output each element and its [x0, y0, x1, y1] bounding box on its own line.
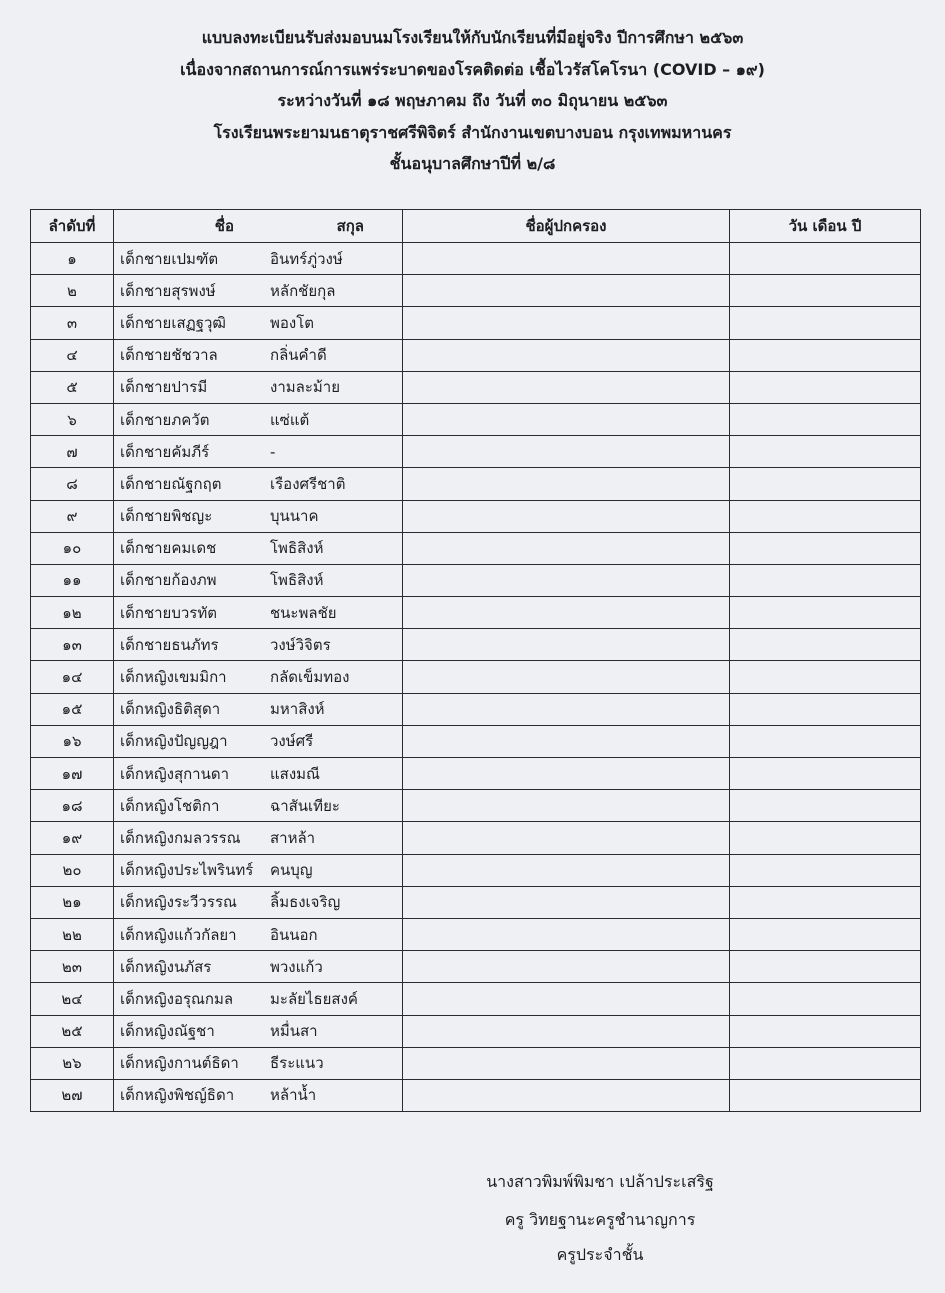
row-number: ๒๒: [31, 918, 114, 950]
row-number: ๒๑: [31, 886, 114, 918]
student-name-cell: [114, 1015, 403, 1047]
student-name-cell: [114, 725, 403, 757]
student-name-cell: [114, 468, 403, 500]
guardian-signature-cell[interactable]: [403, 436, 730, 468]
student-name-cell: [114, 693, 403, 725]
student-first-name: เด็กชายภควัต: [120, 410, 210, 429]
date-cell[interactable]: [730, 564, 921, 596]
student-surname: อินทร์ภู่วงษ์: [270, 249, 343, 268]
student-first-name: เด็กหญิงกมลวรรณ: [120, 828, 241, 847]
row-number: ๔: [31, 339, 114, 371]
guardian-signature-cell[interactable]: [403, 371, 730, 403]
student-surname: แสงมณี: [270, 764, 320, 783]
row-number: ๖: [31, 403, 114, 435]
table-row: [31, 275, 921, 307]
guardian-signature-cell[interactable]: [403, 564, 730, 596]
student-name-cell: [114, 790, 403, 822]
table-row: [31, 1079, 921, 1111]
row-number: ๙: [31, 500, 114, 532]
row-number: ๑๒: [31, 597, 114, 629]
student-surname: กลัดเข็มทอง: [270, 668, 350, 687]
registration-table: [30, 209, 921, 1112]
table-row: [31, 951, 921, 983]
guardian-signature-cell[interactable]: [403, 597, 730, 629]
title-line-1: แบบลงทะเบียนรับส่งมอบนมโรงเรียนให้กับนักเรียนที่มีอยู่จริง ปีการศึกษา ๒๕๖๓: [201, 28, 744, 47]
student-first-name: เด็กชายเสฏฐวุฒิ: [120, 313, 226, 332]
row-number: ๑๕: [31, 693, 114, 725]
student-first-name: เด็กหญิงนภัสร: [120, 957, 212, 976]
student-first-name: เด็กหญิงระวีวรรณ: [120, 893, 237, 912]
student-first-name: เด็กหญิงอรุณกมล: [120, 989, 234, 1008]
date-cell[interactable]: [730, 243, 921, 275]
student-name-cell: [114, 500, 403, 532]
date-cell[interactable]: [730, 1079, 921, 1111]
row-number: ๕: [31, 371, 114, 403]
row-number: ๒๕: [31, 1015, 114, 1047]
student-first-name: เด็กหญิงแก้วกัลยา: [120, 925, 237, 944]
student-first-name: เด็กหญิงธิติสุดา: [120, 700, 221, 719]
guardian-signature-cell[interactable]: [403, 693, 730, 725]
student-first-name: เด็กหญิงณัฐชา: [120, 1022, 215, 1041]
student-first-name: เด็กหญิงพิชญ์ธิดา: [120, 1086, 235, 1105]
date-cell[interactable]: [730, 436, 921, 468]
guardian-signature-cell[interactable]: [403, 1047, 730, 1079]
student-surname: หล้าน้ำ: [270, 1086, 317, 1105]
student-surname: พวงแก้ว: [270, 957, 323, 976]
date-cell[interactable]: [730, 339, 921, 371]
guardian-signature-cell[interactable]: [403, 886, 730, 918]
student-first-name: เด็กชายปารมี: [120, 378, 208, 397]
table-row: [31, 1015, 921, 1047]
header-first-name: ชื่อ: [214, 217, 234, 235]
student-surname: โพธิสิงห์: [270, 539, 324, 558]
table-row: [31, 597, 921, 629]
student-first-name: เด็กหญิงโชติกา: [120, 796, 220, 815]
student-name-cell: [114, 339, 403, 371]
guardian-signature-cell[interactable]: [403, 275, 730, 307]
date-cell[interactable]: [730, 1047, 921, 1079]
row-number: ๑: [31, 243, 114, 275]
guardian-signature-cell[interactable]: [403, 790, 730, 822]
header-date: วัน เดือน ปี: [730, 210, 921, 243]
student-surname: เรืองศรีชาติ: [270, 474, 346, 493]
student-name-cell: [114, 243, 403, 275]
table-row: [31, 693, 921, 725]
table-row: [31, 854, 921, 886]
student-name-cell: [114, 532, 403, 564]
row-number: ๑๘: [31, 790, 114, 822]
table-row: [31, 661, 921, 693]
student-first-name: เด็กชายชัชวาล: [120, 346, 218, 365]
student-name-cell: [114, 951, 403, 983]
student-name-cell: [114, 403, 403, 435]
student-surname: -: [270, 442, 276, 461]
student-first-name: เด็กชายธนภัทร: [120, 635, 219, 654]
student-first-name: เด็กหญิงเขมมิกา: [120, 668, 227, 687]
guardian-signature-cell[interactable]: [403, 951, 730, 983]
table-row: [31, 822, 921, 854]
row-number: ๑๓: [31, 629, 114, 661]
table-row: [31, 500, 921, 532]
student-surname: หมื่นสา: [270, 1022, 318, 1041]
row-number: ๒๓: [31, 951, 114, 983]
row-number: ๑๗: [31, 758, 114, 790]
guardian-signature-cell[interactable]: [403, 822, 730, 854]
student-surname: บุนนาค: [270, 507, 319, 526]
student-name-cell: [114, 854, 403, 886]
table-row: [31, 790, 921, 822]
table-row: [31, 564, 921, 596]
student-surname: แซ่แต้: [270, 410, 310, 429]
row-number: ๓: [31, 307, 114, 339]
guardian-signature-cell[interactable]: [403, 243, 730, 275]
date-cell[interactable]: [730, 790, 921, 822]
student-surname: ฉาสันเทียะ: [270, 796, 340, 815]
student-surname: วงษ์ศรี: [270, 732, 314, 751]
signature-name: นางสาวพิมพ์พิมชา เปล้าประเสริฐ: [486, 1172, 714, 1191]
title-line-3: ระหว่างวันที่ ๑๘ พฤษภาคม ถึง วันที่ ๓๐ มิถุนายน ๒๕๖๓: [277, 91, 668, 110]
guardian-signature-cell[interactable]: [403, 532, 730, 564]
student-surname: สาหล้า: [270, 828, 316, 847]
date-cell[interactable]: [730, 758, 921, 790]
date-cell[interactable]: [730, 597, 921, 629]
student-first-name: เด็กชายก้องภพ: [120, 571, 217, 590]
date-cell[interactable]: [730, 854, 921, 886]
row-number: ๗: [31, 436, 114, 468]
table-row: [31, 468, 921, 500]
guardian-signature-cell[interactable]: [403, 403, 730, 435]
student-name-cell: [114, 371, 403, 403]
guardian-signature-cell[interactable]: [403, 1079, 730, 1111]
table-header-row: [31, 210, 921, 243]
row-number: ๒๗: [31, 1079, 114, 1111]
student-surname: กลิ่นคำดี: [270, 346, 327, 365]
student-first-name: เด็กหญิงประไพรินทร์: [120, 861, 254, 880]
date-cell[interactable]: [730, 886, 921, 918]
table-row: [31, 886, 921, 918]
table-row: [31, 758, 921, 790]
student-surname: โพธิสิงห์: [270, 571, 324, 590]
student-name-cell: [114, 307, 403, 339]
date-cell[interactable]: [730, 951, 921, 983]
student-name-cell: [114, 661, 403, 693]
row-number: ๒๔: [31, 983, 114, 1015]
guardian-signature-cell[interactable]: [403, 339, 730, 371]
student-surname: วงษ์วิจิตร: [270, 635, 331, 654]
table-row: [31, 983, 921, 1015]
date-cell[interactable]: [730, 532, 921, 564]
student-first-name: เด็กหญิงกานต์ธิดา: [120, 1054, 239, 1073]
title-line-4: โรงเรียนพระยามนธาตุราชศรีพิจิตร์ สำนักงานเขตบางบอน กรุงเทพมหานคร: [213, 122, 732, 142]
student-surname: คนบุญ: [270, 861, 313, 880]
student-first-name: เด็กชายสุรพงษ์: [120, 281, 216, 300]
date-cell[interactable]: [730, 822, 921, 854]
row-number: ๑๖: [31, 725, 114, 757]
row-number: ๑๐: [31, 532, 114, 564]
row-number: ๒๐: [31, 854, 114, 886]
student-first-name: เด็กหญิงสุกานดา: [120, 764, 230, 783]
date-cell[interactable]: [730, 1015, 921, 1047]
header-name: [114, 210, 403, 243]
student-name-cell: [114, 275, 403, 307]
header-no: ลำดับที่: [31, 210, 114, 243]
table-row: [31, 403, 921, 435]
guardian-signature-cell[interactable]: [403, 1015, 730, 1047]
student-first-name: เด็กชายคมเดช: [120, 539, 217, 558]
student-first-name: เด็กชายคัมภีร์: [120, 442, 210, 461]
table-row: [31, 371, 921, 403]
student-surname: อินนอก: [270, 925, 318, 944]
student-first-name: เด็กชายบวรทัต: [120, 603, 217, 622]
date-cell[interactable]: [730, 500, 921, 532]
guardian-signature-cell[interactable]: [403, 661, 730, 693]
student-first-name: เด็กชายเปมฑัต: [120, 249, 219, 268]
date-cell[interactable]: [730, 307, 921, 339]
table-row: [31, 307, 921, 339]
table-row: [31, 629, 921, 661]
date-cell[interactable]: [730, 403, 921, 435]
title-line-2: เนื่องจากสถานการณ์การแพร่ระบาดของโรคติดต่อ เชื้อไวรัสโคโรนา (COVID – ๑๙): [180, 59, 765, 79]
student-name-cell: [114, 564, 403, 596]
student-name-cell: [114, 822, 403, 854]
guardian-signature-cell[interactable]: [403, 307, 730, 339]
table-row: [31, 436, 921, 468]
date-cell[interactable]: [730, 371, 921, 403]
student-surname: มหาสิงห์: [270, 700, 325, 719]
student-name-cell: [114, 436, 403, 468]
title-line-5: ชั้นอนุบาลศึกษาปีที่ ๒/๘: [389, 154, 556, 173]
row-number: ๑๑: [31, 564, 114, 596]
date-cell[interactable]: [730, 661, 921, 693]
row-number: ๑๙: [31, 822, 114, 854]
date-cell[interactable]: [730, 725, 921, 757]
guardian-signature-cell[interactable]: [403, 500, 730, 532]
table-body: [31, 243, 921, 1112]
table-row: [31, 725, 921, 757]
row-number: ๒: [31, 275, 114, 307]
signature-role: ครูประจำชั้น: [556, 1245, 644, 1264]
student-name-cell: [114, 1047, 403, 1079]
table-row: [31, 1047, 921, 1079]
date-cell[interactable]: [730, 629, 921, 661]
student-first-name: เด็กชายณัฐกฤต: [120, 474, 222, 493]
document-header: [0, 22, 945, 180]
student-surname: ธีระแนว: [270, 1054, 324, 1073]
student-surname: มะลัยไธยสงค์: [270, 989, 358, 1008]
row-number: ๑๔: [31, 661, 114, 693]
student-first-name: เด็กหญิงปัญญฎา: [120, 732, 228, 751]
student-surname: หลักชัยกุล: [270, 281, 336, 300]
student-first-name: เด็กชายพิชญะ: [120, 507, 213, 526]
table-row: [31, 918, 921, 950]
header-last-name: สกุล: [336, 217, 364, 235]
student-surname: พองโต: [270, 313, 315, 332]
student-name-cell: [114, 629, 403, 661]
date-cell[interactable]: [730, 468, 921, 500]
student-name-cell: [114, 983, 403, 1015]
student-name-cell: [114, 758, 403, 790]
date-cell[interactable]: [730, 918, 921, 950]
student-surname: งามละม้าย: [270, 378, 340, 397]
guardian-signature-cell[interactable]: [403, 725, 730, 757]
guardian-signature-cell[interactable]: [403, 854, 730, 886]
student-name-cell: [114, 886, 403, 918]
guardian-signature-cell[interactable]: [403, 468, 730, 500]
student-name-cell: [114, 597, 403, 629]
student-surname: ลิ้มธงเจริญ: [270, 893, 341, 912]
date-cell[interactable]: [730, 983, 921, 1015]
date-cell[interactable]: [730, 275, 921, 307]
guardian-signature-cell[interactable]: [403, 758, 730, 790]
student-name-cell: [114, 918, 403, 950]
table-row: [31, 243, 921, 275]
row-number: ๘: [31, 468, 114, 500]
student-surname: ชนะพลชัย: [270, 603, 337, 622]
date-cell[interactable]: [730, 693, 921, 725]
guardian-signature-cell[interactable]: [403, 918, 730, 950]
table-row: [31, 532, 921, 564]
student-name-cell: [114, 1079, 403, 1111]
row-number: ๒๖: [31, 1047, 114, 1079]
table-row: [31, 339, 921, 371]
guardian-signature-cell[interactable]: [403, 983, 730, 1015]
signature-position: ครู วิทยฐานะครูชำนาญการ: [504, 1210, 696, 1229]
header-guardian: ชื่อผู้ปกครอง: [403, 210, 730, 243]
guardian-signature-cell[interactable]: [403, 629, 730, 661]
